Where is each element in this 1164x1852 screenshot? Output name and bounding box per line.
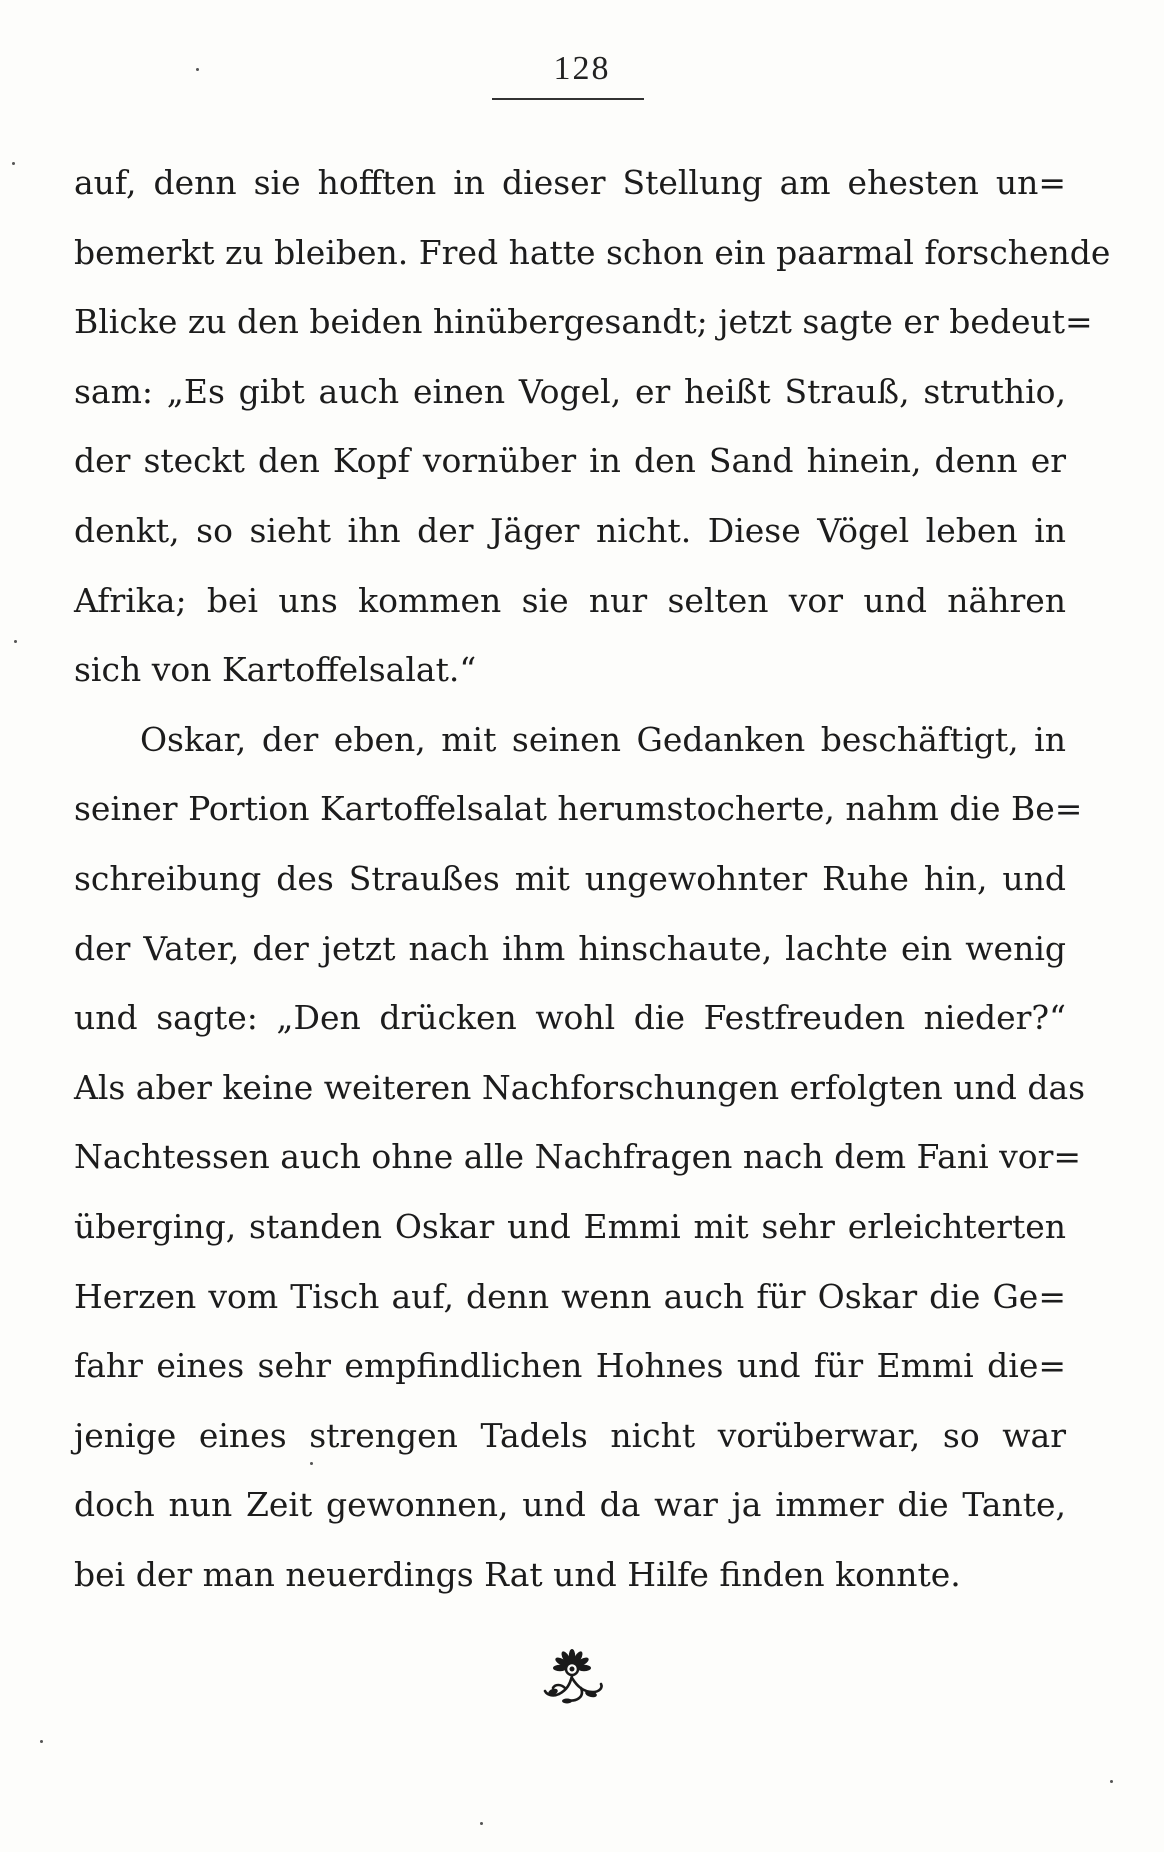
scan-speck [196, 68, 199, 71]
scan-speck [1110, 1780, 1113, 1783]
scan-speck [14, 640, 17, 643]
text-line: Afrika; bei uns kommen sie nur selten vor und nähren [74, 580, 1066, 620]
text-line: auf, denn sie hofften in dieser Stellung am ehesten un= [74, 163, 1066, 202]
header-rule [492, 98, 644, 100]
text-line: und sagte: „Den drücken wohl die Festfreuden nieder?“ [74, 998, 1066, 1038]
flower-vignette-icon [537, 1648, 607, 1708]
text-line: Herzen vom Tisch auf, denn wenn auch für Oskar die Ge= [74, 1276, 1066, 1316]
text-line: Oskar, der eben, mit seinen Gedanken beschäftigt, in [140, 719, 1066, 759]
body-text [74, 148, 1111, 1609]
scan-speck [310, 1462, 313, 1465]
text-line: doch nun Zeit gewonnen, und da war ja immer die Tante, [74, 1485, 1066, 1525]
text-line: jenige eines strengen Tadels nicht vorüberwar, so war [74, 1415, 1066, 1455]
text-line: bei der man neuerdings Rat und Hilfe finden konnte. [74, 1554, 961, 1594]
text-line: sich von Kartoffelsalat.“ [74, 650, 477, 690]
text-line: fahr eines sehr empfindlichen Hohnes und für Emmi die= [74, 1346, 1066, 1386]
text-line: überging, standen Oskar und Emmi mit sehr erleichterten [74, 1206, 1066, 1246]
text-line: denkt, so sieht ihn der Jäger nicht. Diese Vögel leben in [74, 510, 1066, 550]
text-line: der steckt den Kopf vornüber in den Sand hinein, denn er [74, 441, 1066, 481]
text-line: bemerkt zu bleiben. Fred hatte schon ein paarmal forschende [74, 232, 1111, 272]
page-number: 128 [553, 50, 611, 87]
scan-speck [40, 1740, 43, 1743]
text-line: seiner Portion Kartoffelsalat herumstocherte, nahm die Be= [74, 789, 1083, 829]
text-line: Nachtessen auch ohne alle Nachfragen nach dem Fani vor= [74, 1137, 1082, 1177]
scan-speck [12, 162, 15, 165]
text-line: Als aber keine weiteren Nachforschungen erfolgten und das [74, 1067, 1086, 1107]
scan-speck [480, 1822, 483, 1825]
text-line: schreibung des Straußes mit ungewohnter Ruhe hin, und [74, 858, 1066, 898]
text-line: Blicke zu den beiden hinübergesandt; jetzt sagte er bedeut= [74, 302, 1093, 342]
text-line: der Vater, der jetzt nach ihm hinschaute, lachte ein wenig [74, 928, 1066, 968]
text-line: sam: „Es gibt auch einen Vogel, er heißt Strauß, struthio, [74, 371, 1066, 411]
